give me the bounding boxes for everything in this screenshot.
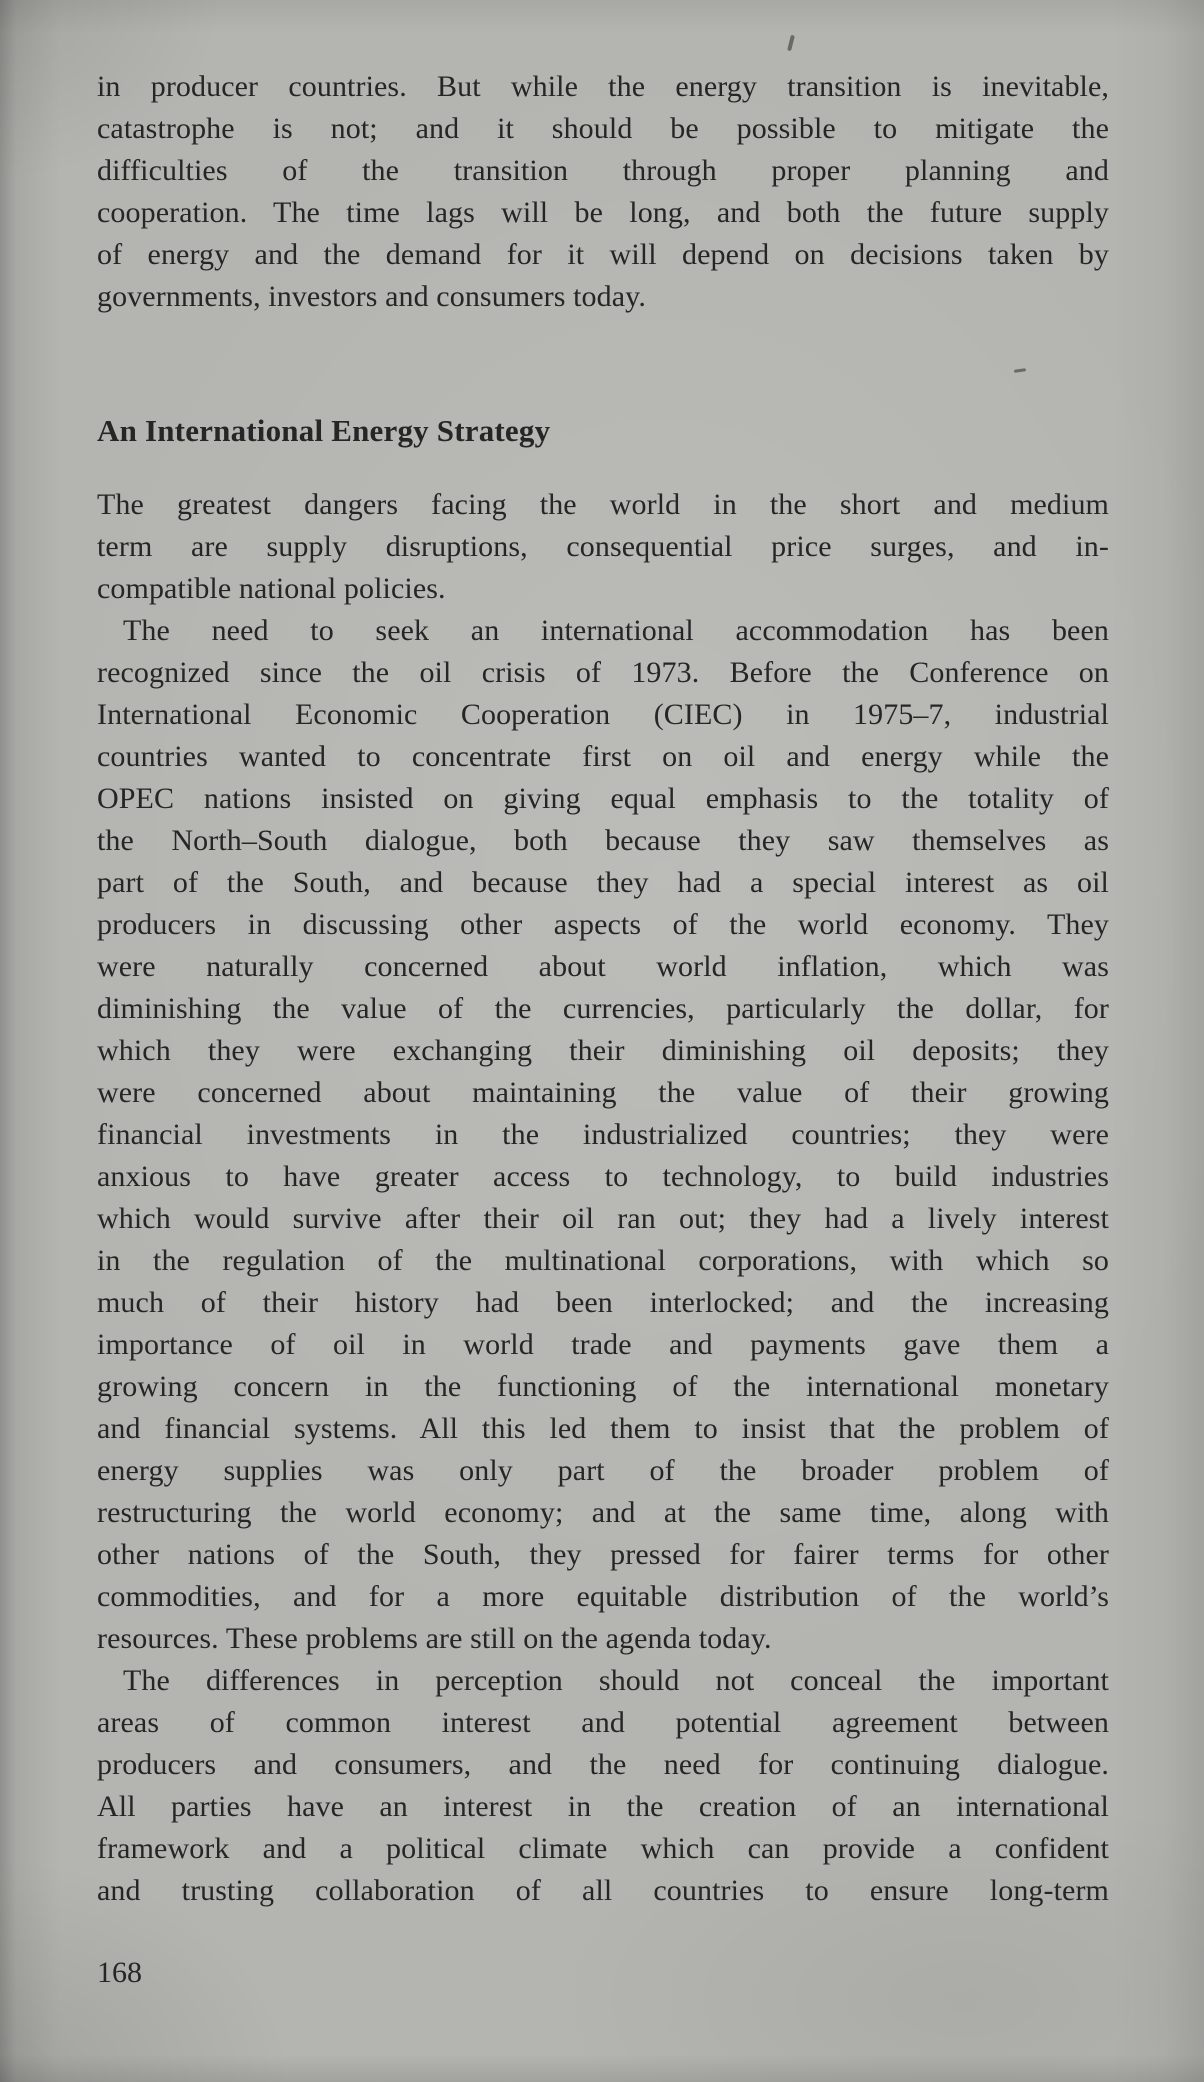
text-line: framework and a political climate which can provide a confident: [97, 1832, 1109, 1865]
text-line: catastrophe is not; and it should be possible to mitigate the: [97, 112, 1109, 145]
text-line: producers and consumers, and the need for continuing dialogue.: [97, 1748, 1109, 1781]
text-line: in producer countries. But while the energy transition is inevitable,: [97, 70, 1109, 103]
text-line: restructuring the world economy; and at the same time, along with: [97, 1496, 1109, 1529]
text-block: [97, 66, 1109, 1994]
text-line: countries wanted to concentrate first on oil and energy while the: [97, 740, 1109, 773]
text-line: the North–South dialogue, both because they saw themselves as: [97, 824, 1109, 857]
text-line: energy supplies was only part of the broader problem of: [97, 1454, 1109, 1487]
text-line: other nations of the South, they pressed for fairer terms for other: [97, 1538, 1109, 1571]
text-line: recognized since the oil crisis of 1973. Before the Conference on: [97, 656, 1109, 689]
text-line: importance of oil in world trade and payments gave them a: [97, 1328, 1109, 1361]
text-line: much of their history had been interlocked; and the increasing: [97, 1286, 1109, 1319]
text-line: were concerned about maintaining the value of their growing: [97, 1076, 1109, 1109]
section-heading: An International Energy Strategy: [97, 413, 551, 448]
text-line: OPEC nations insisted on giving equal emphasis to the totality of: [97, 782, 1109, 815]
page-number: 168: [97, 1956, 142, 1989]
text-line: growing concern in the functioning of the international monetary: [97, 1370, 1109, 1403]
text-line: commodities, and for a more equitable distribution of the world’s: [97, 1580, 1109, 1613]
text-line: areas of common interest and potential agreement between: [97, 1706, 1109, 1739]
text-line: difficulties of the transition through proper planning and: [97, 154, 1109, 187]
text-line: International Economic Cooperation (CIEC) in 1975–7, industrial: [97, 698, 1109, 731]
text-line: cooperation. The time lags will be long, and both the future supply: [97, 196, 1109, 229]
paragraph: [97, 484, 1109, 610]
text-line: term are supply disruptions, consequential price surges, and in-: [97, 530, 1109, 563]
text-line: diminishing the value of the currencies, particularly the dollar, for: [97, 992, 1109, 1025]
paragraph: [97, 66, 1109, 318]
scan-mark-slash: [787, 35, 795, 51]
text-line: All parties have an interest in the creation of an international: [97, 1790, 1109, 1823]
text-line: compatible national policies.: [97, 572, 446, 605]
text-line: anxious to have greater access to technology, to build industries: [97, 1160, 1109, 1193]
paragraph: [97, 1660, 1109, 1912]
text-line: producers in discussing other aspects of the world economy. They: [97, 908, 1109, 941]
text-line: financial investments in the industrialized countries; they were: [97, 1118, 1109, 1151]
text-line: and trusting collaboration of all countries to ensure long-term: [97, 1874, 1109, 1907]
text-line: which they were exchanging their diminishing oil deposits; they: [97, 1034, 1109, 1067]
text-line: part of the South, and because they had a special interest as oil: [97, 866, 1109, 899]
text-line: in the regulation of the multinational corporations, with which so: [97, 1244, 1109, 1277]
text-line: The differences in perception should not conceal the important: [123, 1664, 1109, 1697]
text-line: and financial systems. All this led them to insist that the problem of: [97, 1412, 1109, 1445]
text-line: were naturally concerned about world inflation, which was: [97, 950, 1109, 983]
text-line: The need to seek an international accommodation has been: [123, 614, 1109, 647]
text-line: resources. These problems are still on the agenda today.: [97, 1622, 772, 1655]
text-line: The greatest dangers facing the world in the short and medium: [97, 488, 1109, 521]
paragraph: [97, 610, 1109, 1660]
text-line: of energy and the demand for it will depend on decisions taken by: [97, 238, 1109, 271]
text-line: which would survive after their oil ran out; they had a lively interest: [97, 1202, 1109, 1235]
text-line: governments, investors and consumers today.: [97, 280, 646, 313]
